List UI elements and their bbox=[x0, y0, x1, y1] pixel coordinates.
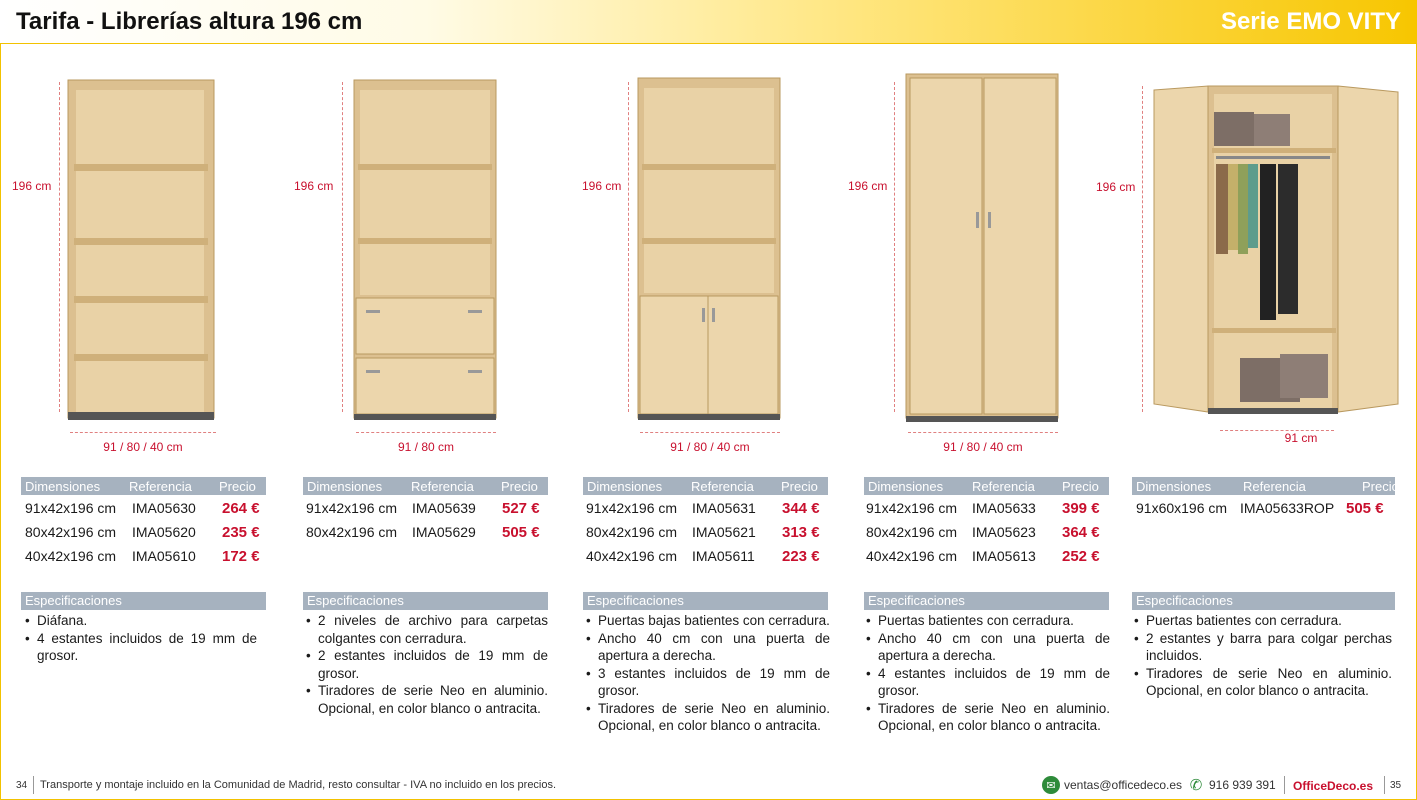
specs-list bbox=[866, 612, 1110, 735]
bookcase-open-image bbox=[66, 78, 216, 424]
row-dim: 91x42x196 cm bbox=[25, 500, 117, 516]
row-ref: IMA05639 bbox=[412, 500, 476, 516]
width-label: 91 cm bbox=[1284, 431, 1318, 445]
col-precio: Precio bbox=[501, 478, 538, 494]
width-label: 91 / 80 cm bbox=[397, 440, 455, 454]
specs-list bbox=[1134, 612, 1392, 700]
row-dim: 91x42x196 cm bbox=[586, 500, 678, 516]
spec-item: • Ancho 40 cm con una puerta de apertura a derecha. bbox=[586, 630, 830, 665]
bookcase-drawers-image bbox=[352, 78, 498, 424]
height-line bbox=[628, 82, 629, 412]
specs-header: Especificaciones bbox=[864, 592, 1109, 610]
row-dim: 80x42x196 cm bbox=[866, 524, 958, 540]
bookcase-low-doors-image bbox=[636, 76, 782, 424]
spec-item: • Tiradores de serie Neo en aluminio. Opcional, en color blanco o antracita. bbox=[866, 700, 1110, 735]
spec-item: • Tiradores de serie Neo en aluminio. Opcional, en color blanco o antracita. bbox=[1134, 665, 1392, 700]
row-ref: IMA05629 bbox=[412, 524, 476, 540]
row-ref: IMA05610 bbox=[132, 548, 196, 564]
spec-item: • Tiradores de serie Neo en aluminio. Opcional, en color blanco o antracita. bbox=[306, 682, 548, 717]
table-header bbox=[864, 477, 1109, 495]
row-dim: 40x42x196 cm bbox=[25, 548, 117, 564]
spec-item: • Puertas bajas batientes con cerradura. bbox=[586, 612, 830, 630]
row-price: 344 € bbox=[782, 500, 820, 517]
col-precio: Precio bbox=[219, 478, 256, 494]
col-referencia: Referencia bbox=[129, 478, 192, 494]
row-price: 252 € bbox=[1062, 548, 1100, 565]
row-dim: 80x42x196 cm bbox=[306, 524, 398, 540]
col-dimensiones: Dimensiones bbox=[868, 478, 944, 494]
email-contact[interactable] bbox=[1042, 776, 1182, 794]
email-text[interactable]: ventas@officedeco.es bbox=[1064, 778, 1183, 792]
row-price: 527 € bbox=[502, 500, 540, 517]
row-price: 235 € bbox=[222, 524, 260, 541]
spec-item: • 2 estantes y barra para colgar perchas incluidos. bbox=[1134, 630, 1392, 665]
height-label: 196 cm bbox=[582, 179, 622, 193]
specs-header: Especificaciones bbox=[21, 592, 266, 610]
table-row bbox=[25, 548, 270, 570]
specs-header: Especificaciones bbox=[303, 592, 548, 610]
row-ref: IMA05633ROP bbox=[1240, 500, 1335, 516]
height-line bbox=[1142, 86, 1143, 412]
width-label: 91 / 80 / 40 cm bbox=[670, 440, 750, 454]
cabinet-full-doors-image bbox=[904, 72, 1060, 424]
table-row bbox=[586, 500, 831, 522]
height-line bbox=[342, 82, 343, 412]
col-referencia: Referencia bbox=[411, 478, 474, 494]
spec-item: • Diáfana. bbox=[25, 612, 257, 630]
height-line bbox=[894, 82, 895, 412]
spec-item: • 3 estantes incluidos de 19 mm de grosor. bbox=[586, 665, 830, 700]
specs-header: Especificaciones bbox=[1132, 592, 1395, 610]
row-price: 172 € bbox=[222, 548, 260, 565]
page-header bbox=[0, 0, 1417, 44]
spec-item: • Tiradores de serie Neo en aluminio. Opcional, en color blanco o antracita. bbox=[586, 700, 830, 735]
row-ref: IMA05613 bbox=[972, 548, 1036, 564]
width-line bbox=[640, 432, 780, 433]
col-referencia: Referencia bbox=[972, 478, 1035, 494]
width-label: 91 / 80 / 40 cm bbox=[943, 440, 1023, 454]
phone-text[interactable]: 916 939 391 bbox=[1209, 778, 1276, 792]
row-ref: IMA05631 bbox=[692, 500, 756, 516]
wardrobe-open-image bbox=[1150, 82, 1402, 422]
specs-list bbox=[25, 612, 257, 665]
row-ref: IMA05630 bbox=[132, 500, 196, 516]
page-footer bbox=[0, 772, 1417, 800]
spec-item: • 2 estantes incluidos de 19 mm de grosor. bbox=[306, 647, 548, 682]
table-row bbox=[306, 524, 551, 546]
spec-item: • 4 estantes incluidos de 19 mm de grosor. bbox=[866, 665, 1110, 700]
width-line bbox=[70, 432, 216, 433]
table-row bbox=[586, 524, 831, 546]
spec-item: • Ancho 40 cm con una puerta de apertura a derecha. bbox=[866, 630, 1110, 665]
row-price: 399 € bbox=[1062, 500, 1100, 517]
row-price: 313 € bbox=[782, 524, 820, 541]
height-line bbox=[59, 82, 60, 412]
table-row bbox=[306, 500, 551, 522]
height-label: 196 cm bbox=[12, 179, 52, 193]
row-price: 223 € bbox=[782, 548, 820, 565]
table-row bbox=[866, 500, 1111, 522]
spec-item: • 4 estantes incluidos de 19 mm de grosor. bbox=[25, 630, 257, 665]
col-dimensiones: Dimensiones bbox=[1136, 478, 1212, 494]
row-ref: IMA05633 bbox=[972, 500, 1036, 516]
height-label: 196 cm bbox=[294, 179, 334, 193]
page-title: Tarifa - Librerías altura 196 cm bbox=[16, 8, 363, 35]
col-referencia: Referencia bbox=[1243, 478, 1306, 494]
footer-divider bbox=[1384, 776, 1385, 794]
row-dim: 80x42x196 cm bbox=[25, 524, 117, 540]
spec-item: • Puertas batientes con cerradura. bbox=[866, 612, 1110, 630]
table-header bbox=[303, 477, 548, 495]
specs-header: Especificaciones bbox=[583, 592, 828, 610]
row-ref: IMA05611 bbox=[692, 548, 755, 564]
footer-divider bbox=[33, 776, 34, 794]
row-price: 264 € bbox=[222, 500, 260, 517]
row-dim: 91x60x196 cm bbox=[1136, 500, 1228, 516]
phone-contact[interactable] bbox=[1187, 776, 1276, 794]
table-row bbox=[25, 500, 270, 522]
col-dimensiones: Dimensiones bbox=[307, 478, 383, 494]
table-row bbox=[866, 548, 1111, 570]
table-row bbox=[1136, 500, 1396, 522]
page-number-right: 35 bbox=[1390, 780, 1402, 791]
specs-list bbox=[306, 612, 548, 717]
row-ref: IMA05621 bbox=[692, 524, 756, 540]
spec-item: • 2 niveles de archivo para carpetas colgantes con cerradura. bbox=[306, 612, 548, 647]
row-ref: IMA05623 bbox=[972, 524, 1036, 540]
table-row bbox=[866, 524, 1111, 546]
row-price: 505 € bbox=[1346, 500, 1384, 517]
footer-divider bbox=[1284, 776, 1285, 794]
table-header bbox=[21, 477, 266, 495]
table-header bbox=[583, 477, 828, 495]
col-dimensiones: Dimensiones bbox=[25, 478, 101, 494]
table-header bbox=[1132, 477, 1399, 495]
height-label: 196 cm bbox=[848, 179, 888, 193]
col-precio: Precio bbox=[1362, 478, 1399, 494]
spec-item: • Puertas batientes con cerradura. bbox=[1134, 612, 1392, 630]
table-row bbox=[25, 524, 270, 546]
width-line bbox=[908, 432, 1058, 433]
table-row bbox=[586, 548, 831, 570]
row-dim: 40x42x196 cm bbox=[866, 548, 958, 564]
col-precio: Precio bbox=[1062, 478, 1099, 494]
row-price: 505 € bbox=[502, 524, 540, 541]
row-dim: 80x42x196 cm bbox=[586, 524, 678, 540]
row-price: 364 € bbox=[1062, 524, 1100, 541]
specs-list bbox=[586, 612, 830, 735]
row-dim: 91x42x196 cm bbox=[866, 500, 958, 516]
row-dim: 91x42x196 cm bbox=[306, 500, 398, 516]
series-title: Serie EMO VITY bbox=[1220, 8, 1401, 35]
col-precio: Precio bbox=[781, 478, 818, 494]
width-label: 91 / 80 / 40 cm bbox=[103, 440, 183, 454]
email-icon: ✉ bbox=[1042, 776, 1060, 794]
width-line bbox=[356, 432, 496, 433]
col-referencia: Referencia bbox=[691, 478, 754, 494]
phone-icon: ✆ bbox=[1189, 777, 1203, 794]
height-label: 196 cm bbox=[1096, 180, 1136, 194]
col-dimensiones: Dimensiones bbox=[587, 478, 663, 494]
row-ref: IMA05620 bbox=[132, 524, 196, 540]
page-number-left: 34 bbox=[16, 780, 28, 791]
row-dim: 40x42x196 cm bbox=[586, 548, 678, 564]
brand-name[interactable]: OfficeDeco.es bbox=[1293, 779, 1374, 793]
footer-note: Transporte y montaje incluido en la Comunidad de Madrid, resto consultar - IVA no incluido en los precios. bbox=[40, 779, 557, 791]
